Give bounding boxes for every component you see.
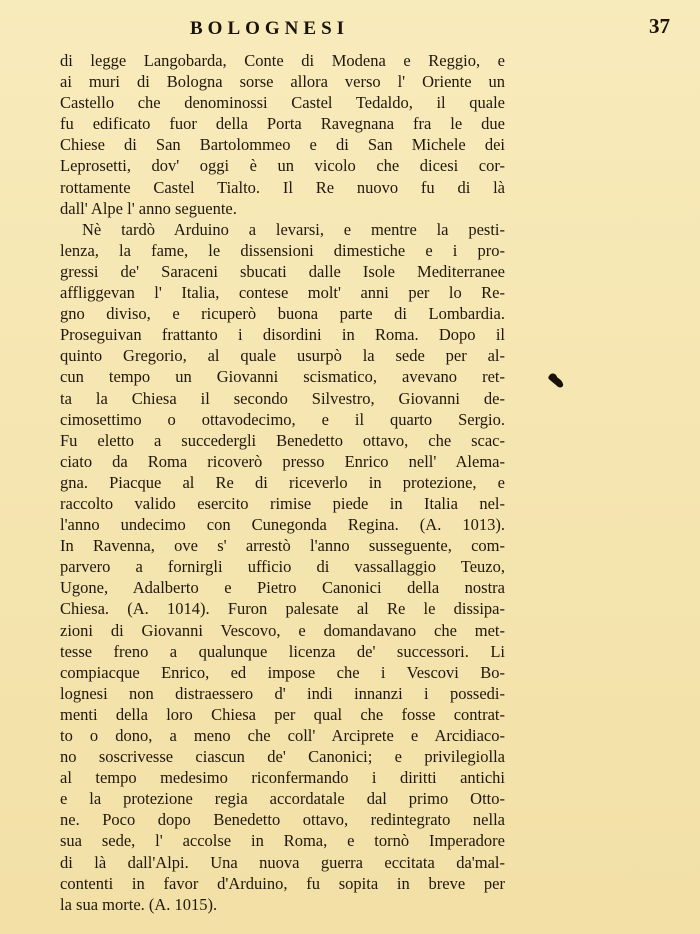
text-line: Proseguivan frattanto i disordini in Roma. Dopo il [60, 325, 505, 345]
text-line: lognesi non distraessero d' indi innanzi i possedi- [60, 683, 505, 703]
text-line: Chiese di San Bartolommeo e di San Michele dei [60, 135, 505, 155]
text-line: gna. Piacque al Re di riceverlo in protezione, e [60, 472, 505, 492]
text-line: gno diviso, e ricuperò buona parte di Lombardia. [60, 304, 505, 324]
text-line: compiacque Enrico, ed impose che i Vescovi Bo- [60, 662, 505, 682]
text-line: quinto Gregorio, al quale usurpò la sede per al- [60, 346, 505, 366]
text-line: parvero a fornirgli ufficio di vassallaggio Teuzo, [60, 557, 505, 577]
text-line: la sua morte. (A. 1015). [60, 894, 218, 914]
text-line: ai muri di Bologna sorse allora verso l' Oriente un [60, 72, 505, 92]
text-line: Leprosetti, dov' oggi è un vicolo che dicesi cor- [60, 156, 505, 176]
text-line: ciato da Roma ricoverò presso Enrico nell' Alema- [60, 451, 505, 471]
text-line: no soscrivesse ciascun de' Canonici; e privilegiolla [60, 747, 505, 767]
text-line: di legge Langobarda, Conte di Modena e Reggio, e [60, 51, 505, 70]
text-line: e la protezione regia accordatale dal primo Otto- [60, 789, 505, 809]
text-line: cun tempo un Giovanni scismatico, avevano ret- [60, 367, 505, 387]
text-line: Fu eletto a succedergli Benedetto ottavo, che scac- [60, 430, 505, 450]
ink-smudge-icon [545, 370, 567, 392]
text-line: ta la Chiesa il secondo Silvestro, Giovanni de- [60, 388, 505, 408]
text-line: Castello che denominossi Castel Tedaldo, il quale [60, 93, 505, 113]
text-line: menti della loro Chiesa per qual che fosse contrat- [60, 704, 505, 724]
text-line: fu edificato fuor della Porta Ravegnana fra le due [60, 114, 505, 134]
text-line: al tempo medesimo riconfermando i diritti antichi [60, 768, 505, 788]
text-line: dall' Alpe l' anno seguente. [60, 198, 237, 218]
text-line: l'anno undecimo con Cunegonda Regina. (A. 1013). [60, 515, 505, 535]
text-line: contenti in favor d'Arduino, fu sopita in breve per [60, 873, 505, 893]
text-line: rottamente Castel Tialto. Il Re nuovo fu di là [60, 177, 505, 197]
page-number: 37 [649, 14, 670, 38]
text-line: Ugone, Adalberto e Pietro Canonici della nostra [60, 578, 505, 598]
text-line: tesse freno a qualunque licenza de' successori. Li [60, 641, 505, 661]
text-line: to o dono, a meno che coll' Arciprete e Arcidiaco- [60, 726, 505, 745]
text-line: affliggevan l' Italia, contese molt' anni per lo Re- [60, 283, 505, 303]
text-line: zioni di Giovanni Vescovo, e domandavano che met- [60, 620, 505, 640]
running-head: BOLOGNESI [190, 18, 350, 39]
text-line: Nè tardò Arduino a levarsi, e mentre la pesti- [82, 219, 505, 239]
text-line: cimosettimo o ottavodecimo, e il quarto Sergio. [60, 409, 505, 429]
text-line: sua sede, l' accolse in Roma, e tornò Imperadore [60, 831, 505, 851]
text-line: ne. Poco dopo Benedetto ottavo, redintegrato nella [60, 810, 505, 830]
text-line: In Ravenna, ove s' arrestò l'anno susseguente, com- [60, 536, 505, 556]
page-header [60, 14, 680, 44]
text-line: raccolto valido esercito rimise piede in Italia nel- [60, 493, 505, 513]
text-line: Chiesa. (A. 1014). Furon palesate al Re le dissipa- [60, 599, 505, 619]
text-line: di là dall'Alpi. Una nuova guerra eccitata da'mal- [60, 852, 505, 872]
text-line: gressi de' Saraceni sbucati dalle Isole Mediterranee [60, 261, 505, 281]
text-line: lenza, la fame, le dissensioni dimestiche e i pro- [60, 240, 505, 260]
body-text [60, 50, 505, 915]
